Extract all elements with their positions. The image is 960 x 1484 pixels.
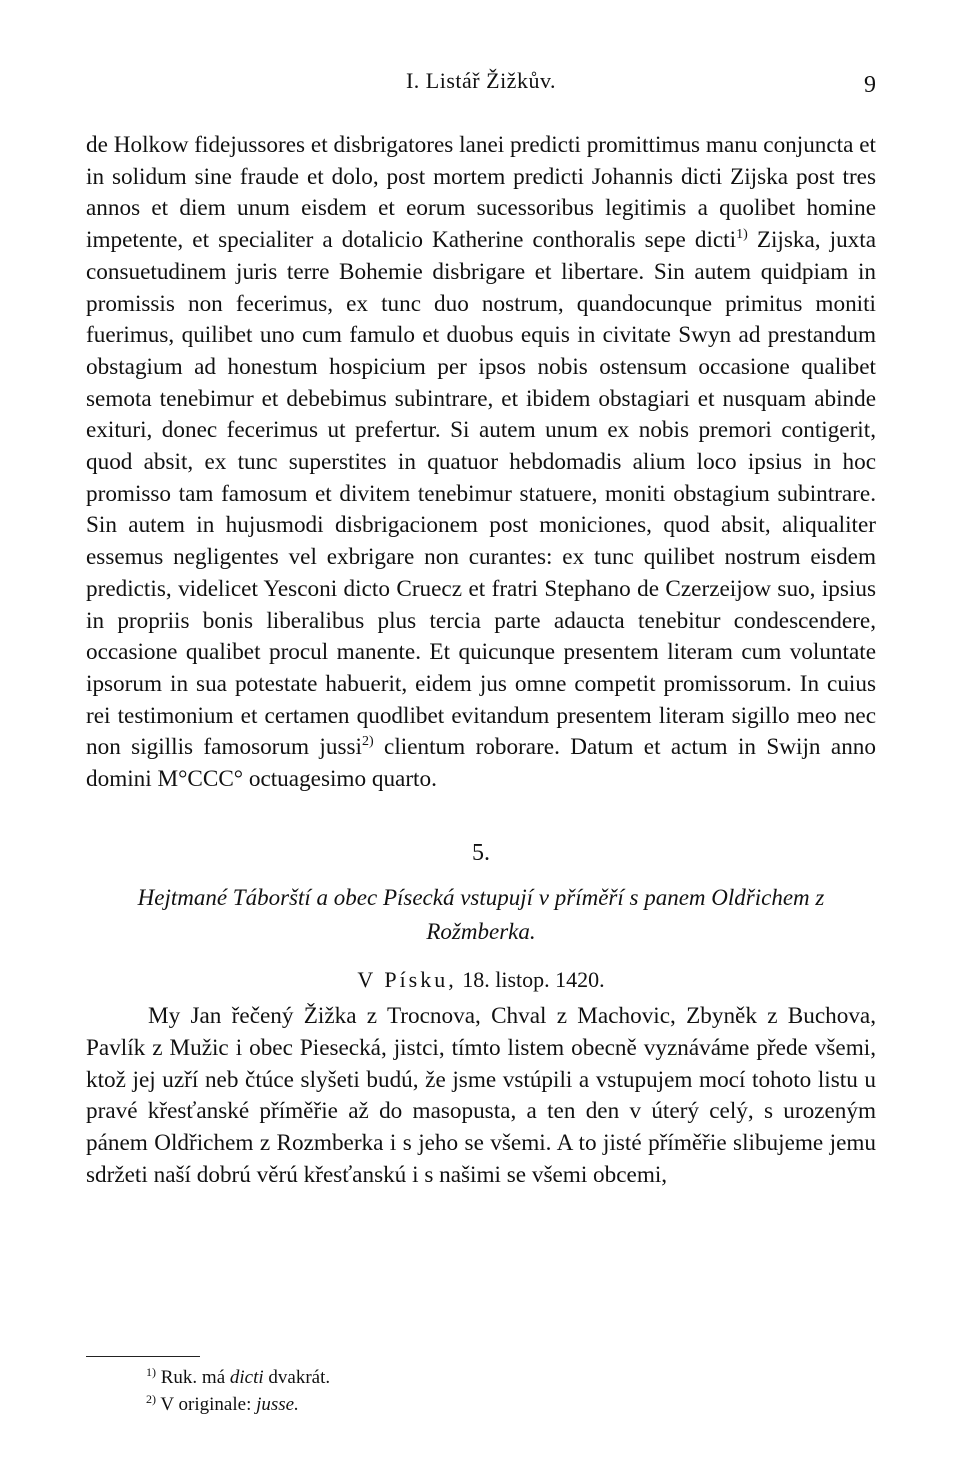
footnotes (146, 1364, 330, 1418)
footnote-2 (146, 1391, 330, 1418)
latin-text-part-3: clientum roborare. Datum et actum in Swijn anno domini M°CCC° octuagesimo quarto. (86, 734, 876, 793)
latin-document-text (86, 130, 876, 796)
latin-text-part-2: Zijska, juxta consuetudinem juris terre Bohemie disbrigare et libertare. Sin autem quidpiam in promissis non fecerimus, ex tunc duo nostrum, quandocunque primitus moniti fuerimus, quilibet uno cum famulo et duobus equis in civitate Swyn ad prestandum obstagium ad honestum hospicium per ipsos nobis ostensum occasione qualibet semota tenebimur et debebimus subintrare, et ibidem obstagiari et nusquam abinde exituri, donec fecerimus ut prefertur. Si autem unum ex nobis premori contigerit, quod absit, ex tunc superstites in quatuor hebdomadis alium loco ipsius in hoc promisso tam famosum et divitem tenebimur statuere, moniti obstagium subintrare. Sin autem in hujusmodi disbrigacionem post moniciones, quod absit, aliqualiter essemus negligentes vel exbrigare non curantes: ex tunc quilibet nostrum eisdem predictis, videlicet Yesconi dicto Cruecz et fratri Stephano de Czerzeijow suo, ipsius in propriis bonis liberalibus plus tercia parte adaucta tenebitur condescendere, occasione qualibet procul manente. Et quicunque presentem literam cum voluntate ipsorum in sua potestate habuerit, eidem jus omne competit promissorum. In cuius rei testimonium et certamen quodlibet evitandum presentem literam sigillo meo nec non sigillis famosorum jussi (86, 227, 877, 761)
footnote-2-italic: jusse. (256, 1394, 299, 1415)
footnote-1 (146, 1364, 330, 1391)
czech-document-text (86, 1001, 876, 1192)
footnote-1-italic: dicti (229, 1367, 264, 1388)
footnote-1-text: Ruk. má (160, 1367, 230, 1388)
document-place: V Písku, (357, 966, 457, 992)
document-number: 5. (472, 839, 490, 866)
running-title: I. Listář Žižkův. (405, 68, 557, 93)
document-heading: Hejtmané Táborští a obec Písecká vstupují v příměří s panem Oldřichem z Rožmberka. (137, 884, 825, 944)
latin-text-part-1: de Holkow fidejussores et disbrigatores lanei predicti promittimus manu conjuncta et in solidum sine fraude et dolo, post mortem predicti Johannis dicti Zijska post tres annos et diem unum eisdem et eorum sucessoribus legitimis a quolibet homine impetente, et specialiter a dotalicio Katherine conthoralis sepe dicti (86, 132, 876, 254)
footnote-1-marker: 1) (146, 1365, 156, 1379)
document-place-date (86, 967, 876, 993)
footnote-marker-2: 2) (361, 734, 374, 750)
footnote-marker-1: 1) (736, 227, 748, 243)
czech-paragraph: My Jan řečený Žižka z Trocnova, Chval z Machovic, Zbyněk z Buchova, Pavlík z Mužic i obec Piesecká, jistci, tímto listem obecně vyznáváme přede všemi, ktož jej uzří neb čtúce slyšeti budú, že jsme vstúpili a vstupujem mocí tohoto listu u pravé křesťanské příměřie až do masopusta, a ten den v úterý celý, s urozeným pánem Oldřichem z Rozmberka i s jeho se všemi. A to jisté příměřie slibujeme jemu sdržeti naší dobrú věrú křesťanskú i s našimi se všemi obcemi, (86, 1002, 876, 1189)
footnote-1-after: dvakrát. (263, 1367, 331, 1388)
running-head (86, 62, 876, 102)
footnote-2-text: V originale: (160, 1394, 257, 1415)
latin-paragraph (86, 130, 876, 796)
footnote-rule (86, 1356, 200, 1357)
page-number: 9 (864, 72, 876, 98)
book-page (86, 62, 876, 1192)
footnote-2-marker: 2) (146, 1392, 156, 1406)
document-date: 18. listop. 1420. (462, 966, 605, 992)
